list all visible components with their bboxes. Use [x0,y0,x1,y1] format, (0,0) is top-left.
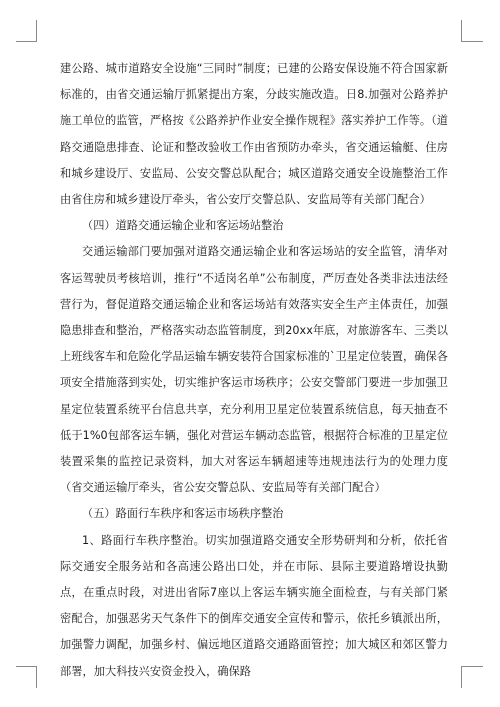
crop-mark-bottom-right-vertical [461,666,462,688]
crop-mark-bottom-left-vertical [36,666,37,688]
section-heading-transport-enterprises: （四）道路交通运输企业和客运场站整治 [82,219,284,233]
document-body [60,56,448,685]
paragraph-road-traffic-order: 1、路面行车秩序整治。切实加强道路交通安全形势研判和分析，依托省际交通安全服务站和各高速公路出口处，并在市际、县际主要道路增设执勤点，在重点时段，对进出省际7座以上客运车辆实施全面检查，与有关部门紧密配合，加强恶劣天气条件下的倒库交通安全宣传和警示，依托乡镇派出所，加强警力调配，加强乡村、偏远地区道路交通路面管控；加大城区和郊区警力部署，加大科技兴安资金投入，确保路 [60,533,448,678]
crop-mark-top-left-vertical [36,20,37,42]
crop-mark-bottom-right-horizontal [461,666,483,667]
paragraph-transport-enterprise-supervision: 交通运输部门要加强对道路交通运输企业和客运场站的安全监管，清华对客运驾驶员考核培训，推行“不适岗名单”公布制度，严厉查处各类非法违法经营行为，督促道路交通运输企业和客运场站有效落实安全生产主体责任，加强隐患排查和整治，严格落实动态监管制度，到20xx年底，对旅游客车、三类以上班线客车和危险化学品运输车辆安装符合国家标准的`卫星定位装置，确保各项安全措施落到实处，切实维护客运市场秩序；公安交警部门要进一步加强卫星定位装置系统平台信息共享，充分利用卫星定位装置系统信息，每天抽查不低于1%0包部客运车辆，强化对营运车辆动态监管，根据符合标准的卫星定位装置采集的监控记录资料，加大对客运车辆超速等违规违法行为的处理力度（省交通运输厅牵头，省公安交警总队、安监局等有关部门配合） [60,245,448,495]
section-heading-traffic-order: （五）路面行车秩序和客运市场秩序整治 [82,507,284,521]
paragraph-road-safety-facilities: 建公路、城市道路安全设施“三同时”制度；已建的公路安保设施不符合国家新标准的，由省交通运输厅抓紧提出方案，分歧实施改造。日8.加强对公路养护施工单位的监管，严格按《公路养护作业安全操作规程》落实养护工作等。（道路交通隐患排查、论证和整改验收工作由省预防办牵头，省交通运输艇、住房和城乡建设厅、安监局、公安交警总队配合；城区道路交通安全设施整治工作由省住房和城乡建设厅牵头，省公安厅交警总队、安监局等有关部门配合） [60,62,448,207]
crop-mark-top-right-vertical [461,20,462,42]
crop-mark-bottom-left-horizontal [16,666,37,667]
crop-mark-top-right-horizontal [461,41,483,42]
crop-mark-top-left-horizontal [16,41,37,42]
